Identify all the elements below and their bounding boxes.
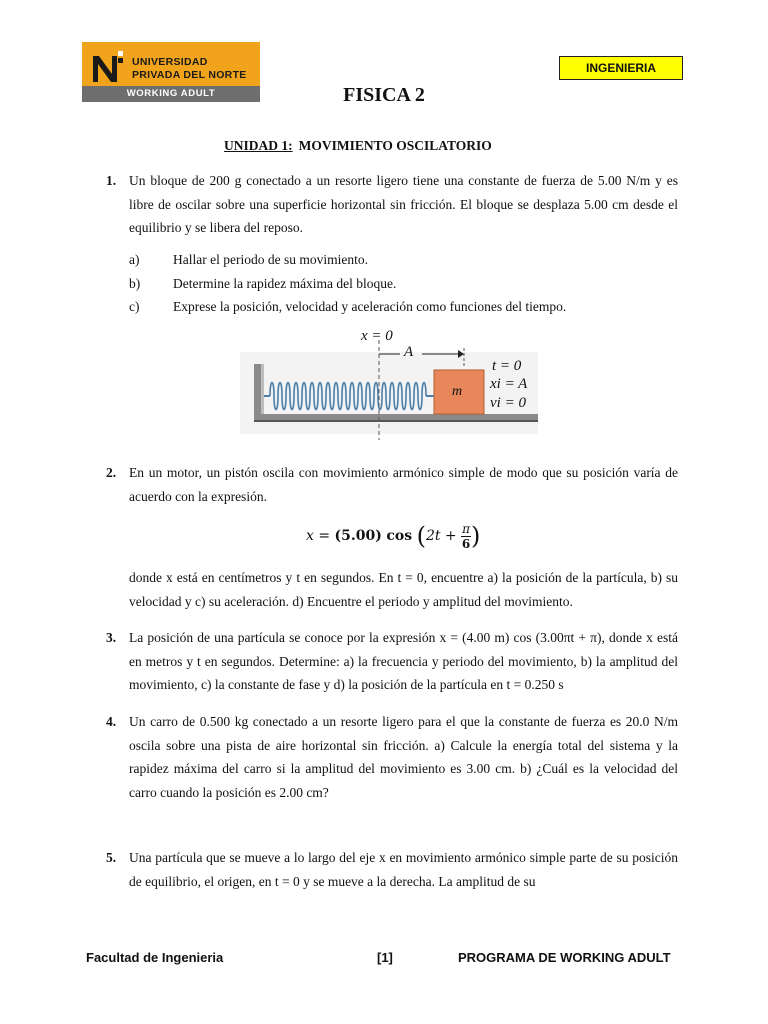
subitem-label: c) xyxy=(129,299,140,314)
subitem-text: Determine la rapidez máxima del bloque. xyxy=(173,276,397,291)
logo-line-name: PRIVADA DEL NORTE xyxy=(132,69,247,81)
formula-lhs: x xyxy=(306,528,314,544)
question-3 xyxy=(106,626,678,697)
question-1 xyxy=(106,169,678,240)
fraction-numerator: π xyxy=(462,521,470,536)
question-5 xyxy=(106,846,678,893)
subitem-label: a) xyxy=(129,252,140,267)
question-text: donde x está en centímetros y t en segundos. En t = 0, encuentre a) la posición de la partícula, b) su velocidad y c) su aceleración. d) Encuentre el periodo y amplitud del movimiento. xyxy=(129,570,678,609)
question-number: 5. xyxy=(106,850,117,865)
formula-argument: 2t + xyxy=(425,528,457,544)
question-number: 3. xyxy=(106,630,117,645)
footer-program: PROGRAMA DE WORKING ADULT xyxy=(458,950,671,965)
fraction-denominator: 6 xyxy=(461,536,471,551)
unit-heading xyxy=(224,138,492,154)
logo-line-university: UNIVERSIDAD xyxy=(132,56,208,68)
label-x0: x = 0 xyxy=(361,328,393,344)
question-2 xyxy=(106,461,678,508)
formula-equals: = xyxy=(318,528,331,544)
logo-working-adult-bar: WORKING ADULT xyxy=(82,86,260,102)
label-amplitude: A xyxy=(404,344,414,360)
subitem-text: Exprese la posición, velocidad y aceleración como funciones del tiempo. xyxy=(173,299,567,314)
question-text: La posición de una partícula se conoce por la expresión x = (4.00 m) cos (3.00πt + π), donde x está en metros y t en segundos. Determine: a) la frecuencia y periodo del movimiento, b) la amplitud del movimiento, c) la constante de fase y d) la posición de la partícula en t = 0.250 s xyxy=(129,630,678,692)
position-formula: x = (5.00) cos (2t + $\frac{\pi}{6}$ ) xyxy=(306,521,481,551)
label-xi: xi = A xyxy=(490,376,528,392)
label-mass: m xyxy=(452,384,463,399)
label-t0: t = 0 xyxy=(492,358,522,374)
question-text: Una partícula que se mueve a lo largo del eje x en movimiento armónico simple parte de su posición de equilibrio, el origen, en t = 0 y se mueve a la derecha. La amplitud de su xyxy=(129,850,678,889)
subitem-label: b) xyxy=(129,276,141,291)
page-title: FISICA 2 xyxy=(343,84,425,106)
unit-label: UNIDAD 1: xyxy=(224,138,293,153)
label-vi: vi = 0 xyxy=(490,395,526,411)
question-text: Un carro de 0.500 kg conectado a un resorte ligero para el que la constante de fuerza es 20.0 N/m oscila sobre una pista de aire horizontal sin fricción. a) Calcule la energía total del sistema y la rapidez máxima del carro si la amplitud del movimiento es 3.00 cm. b) ¿Cuál es la velocidad del carro cuando la posición es 2.00 cm? xyxy=(129,714,678,800)
question-text: En un motor, un pistón oscila con movimiento armónico simple de modo que su posición varía de acuerdo con la expresión. xyxy=(129,465,678,504)
question-number: 4. xyxy=(106,714,117,729)
formula-coefficient: (5.00) xyxy=(334,528,382,544)
formula-fraction xyxy=(461,523,471,550)
question-text: Un bloque de 200 g conectado a un resorte ligero tiene una constante de fuerza de 5.00 N/m y es libre de oscilar sobre una superficie horizontal sin fricción. El bloque se desplaza 5.00 cm desde el equilibrio y se libera del reposo. xyxy=(129,173,678,235)
page-number: [1] xyxy=(377,950,393,965)
question-number: 2. xyxy=(106,465,117,480)
upn-logo-icon xyxy=(90,48,126,86)
question-2-continuation xyxy=(106,566,678,613)
question-number: 1. xyxy=(106,173,117,188)
ingenieria-tag: INGENIERIA xyxy=(559,56,683,80)
spring-block-figure xyxy=(240,328,538,440)
subitem-text: Hallar el periodo de su movimiento. xyxy=(173,252,368,267)
footer-faculty: Facultad de Ingenieria xyxy=(86,950,224,965)
formula-function: cos xyxy=(386,528,413,544)
unit-title: MOVIMIENTO OSCILATORIO xyxy=(298,138,492,153)
question-4 xyxy=(106,710,678,804)
